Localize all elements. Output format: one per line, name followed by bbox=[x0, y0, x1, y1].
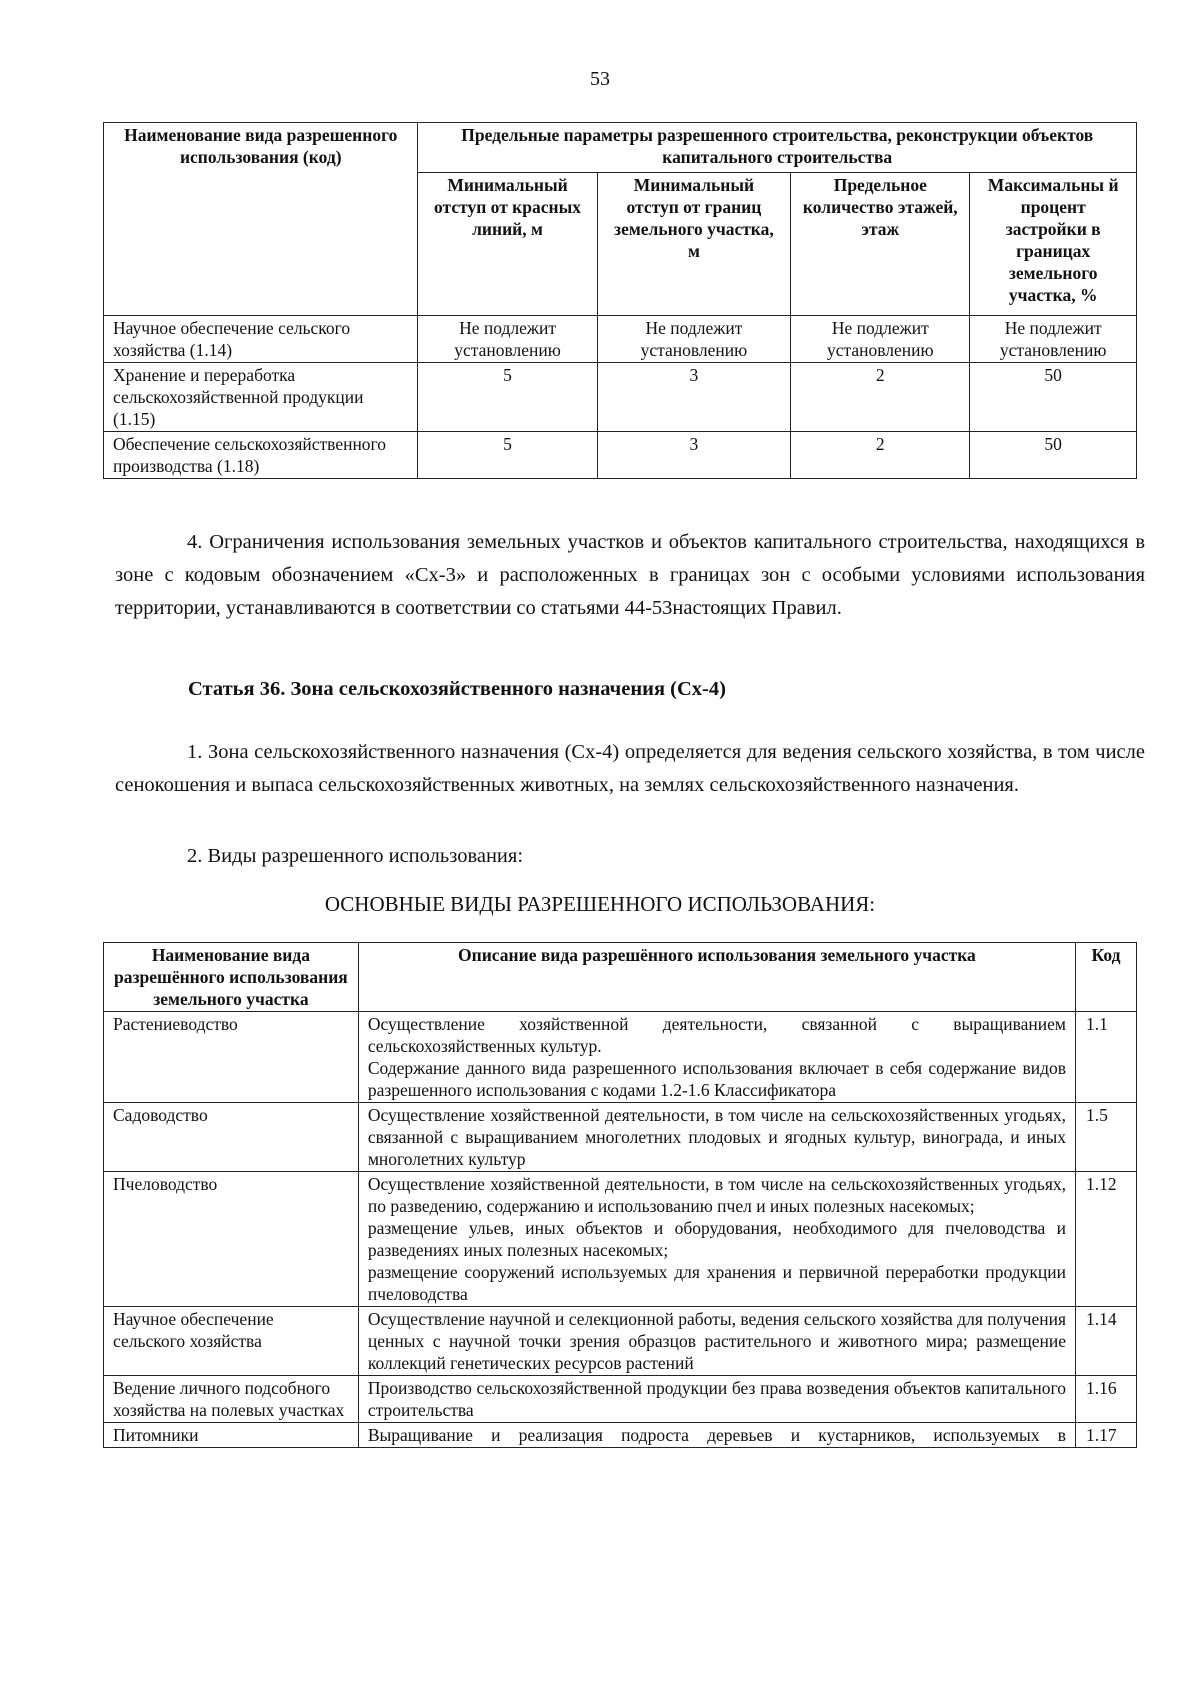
cell-value: Не подлежит установлению bbox=[791, 316, 970, 363]
use-name: Научное обеспечение сельского хозяйства bbox=[104, 1307, 359, 1376]
params-subhead-red-lines: Минимальный отступ от красных линий, м bbox=[418, 172, 597, 315]
cell-value: 50 bbox=[970, 432, 1137, 479]
table-row bbox=[104, 1103, 1137, 1172]
table-row bbox=[104, 432, 1137, 479]
uses-head-code: Код bbox=[1076, 943, 1137, 1012]
params-subhead-coverage: Максимальны й процент застройки в границах земельного участка, % bbox=[970, 172, 1137, 315]
description-line: Содержание данного вида разрешенного использования включает в себя содержание видов разрешенного использования с кодами 1.2-1.6 Классификатора bbox=[367, 1058, 1066, 1100]
use-description bbox=[358, 1012, 1075, 1103]
use-code: 1.17 bbox=[1076, 1423, 1137, 1448]
table-row bbox=[104, 1172, 1137, 1307]
use-code: 1.14 bbox=[1076, 1307, 1137, 1376]
params-head-name: Наименование вида разрешенного использования (код) bbox=[104, 123, 418, 316]
description-line: размещение сооружений используемых для хранения и первичной переработки продукции пчеловодства bbox=[367, 1262, 1066, 1304]
use-code: 1.5 bbox=[1076, 1103, 1137, 1172]
params-subhead-plot-borders: Минимальный отступ от границ земельного участка, м bbox=[597, 172, 791, 315]
paragraph-zone-definition: 1. Зона сельскохозяйственного назначения (Сх-4) определяется для ведения сельского хозяйства, в том числе сенокошения и выпаса сельскохозяйственных животных, на землях сельскохозяйственного назначения. bbox=[115, 741, 1145, 796]
cell-value: 5 bbox=[418, 363, 597, 432]
cell-value: Не подлежит установлению bbox=[418, 316, 597, 363]
use-name: Пчеловодство bbox=[104, 1172, 359, 1307]
params-subhead-floors: Предельное количество этажей, этаж bbox=[791, 172, 970, 315]
cell-value: Не подлежит установлению bbox=[970, 316, 1137, 363]
table-row bbox=[104, 1423, 1137, 1448]
use-name: Садоводство bbox=[104, 1103, 359, 1172]
description-line: размещение ульев, иных объектов и оборудования, необходимого для пчеловодства и разведениях иных полезных насекомых; bbox=[367, 1218, 1066, 1260]
table-row bbox=[104, 1307, 1137, 1376]
use-description bbox=[358, 1423, 1075, 1448]
cell-value: 3 bbox=[597, 363, 791, 432]
cell-value: 3 bbox=[597, 432, 791, 479]
section-caption: ОСНОВНЫЕ ВИДЫ РАЗРЕШЕННОГО ИСПОЛЬЗОВАНИЯ: bbox=[324, 892, 876, 916]
cell-value: 2 bbox=[791, 432, 970, 479]
parameters-table bbox=[103, 122, 1137, 479]
page-number: 53 bbox=[590, 68, 610, 90]
description-line: Осуществление хозяйственной деятельности, связанной с выращиванием сельскохозяйственных культур. bbox=[367, 1014, 1066, 1056]
use-description bbox=[358, 1103, 1075, 1172]
row-name: Обеспечение сельскохозяйственного производства (1.18) bbox=[104, 432, 418, 479]
cell-value: Не подлежит установлению bbox=[597, 316, 791, 363]
use-description bbox=[358, 1307, 1075, 1376]
row-name: Хранение и переработка сельскохозяйственной продукции (1.15) bbox=[104, 363, 418, 432]
cell-value: 5 bbox=[418, 432, 597, 479]
paragraph-permitted-uses: 2. Виды разрешенного использования: bbox=[187, 845, 524, 867]
uses-head-description: Описание вида разрешённого использования земельного участка bbox=[358, 943, 1075, 1012]
use-code: 1.12 bbox=[1076, 1172, 1137, 1307]
use-name: Растениеводство bbox=[104, 1012, 359, 1103]
description-line: Осуществление хозяйственной деятельности, в том числе на сельскохозяйственных угодьях, связанной с выращиванием многолетних плодовых и ягодных культур, винограда, и иных многолетних культур bbox=[367, 1105, 1066, 1169]
description-line: Производство сельскохозяйственной продукции без права возведения объектов капитального строительства bbox=[367, 1378, 1066, 1420]
permitted-uses-table bbox=[103, 942, 1137, 1448]
use-code: 1.16 bbox=[1076, 1376, 1137, 1423]
params-head-group: Предельные параметры разрешенного строительства, реконструкции объектов капитального строительства bbox=[418, 123, 1137, 173]
use-name: Ведение личного подсобного хозяйства на полевых участках bbox=[104, 1376, 359, 1423]
paragraph-restrictions: 4. Ограничения использования земельных участков и объектов капитального строительства, находящихся в зоне с кодовым обозначением «Сх-3» и расположенных в границах зон с особыми условиями использования территории, устанавливаются в соответствии со статьями 44-53настоящих Правил. bbox=[115, 531, 1145, 619]
table-row bbox=[104, 1012, 1137, 1103]
use-name: Питомники bbox=[104, 1423, 359, 1448]
description-line: Выращивание и реализация подроста деревьев и кустарников, используемых в bbox=[367, 1425, 1066, 1445]
use-code: 1.1 bbox=[1076, 1012, 1137, 1103]
table-row bbox=[104, 1376, 1137, 1423]
article-heading: Статья 36. Зона сельскохозяйственного назначения (Сх-4) bbox=[188, 678, 726, 700]
table-row bbox=[104, 363, 1137, 432]
table-row bbox=[104, 316, 1137, 363]
use-description bbox=[358, 1172, 1075, 1307]
uses-head-name: Наименование вида разрешённого использования земельного участка bbox=[104, 943, 359, 1012]
cell-value: 2 bbox=[791, 363, 970, 432]
description-line: Осуществление научной и селекционной работы, ведения сельского хозяйства для получения ценных с научной точки зрения образцов растительного и животного мира; размещение коллекций генетических ресурсов растений bbox=[367, 1309, 1066, 1373]
cell-value: 50 bbox=[970, 363, 1137, 432]
row-name: Научное обеспечение сельского хозяйства (1.14) bbox=[104, 316, 418, 363]
use-description bbox=[358, 1376, 1075, 1423]
description-line: Осуществление хозяйственной деятельности, в том числе на сельскохозяйственных угодьях, по разведению, содержанию и использованию пчел и иных полезных насекомых; bbox=[367, 1174, 1066, 1216]
